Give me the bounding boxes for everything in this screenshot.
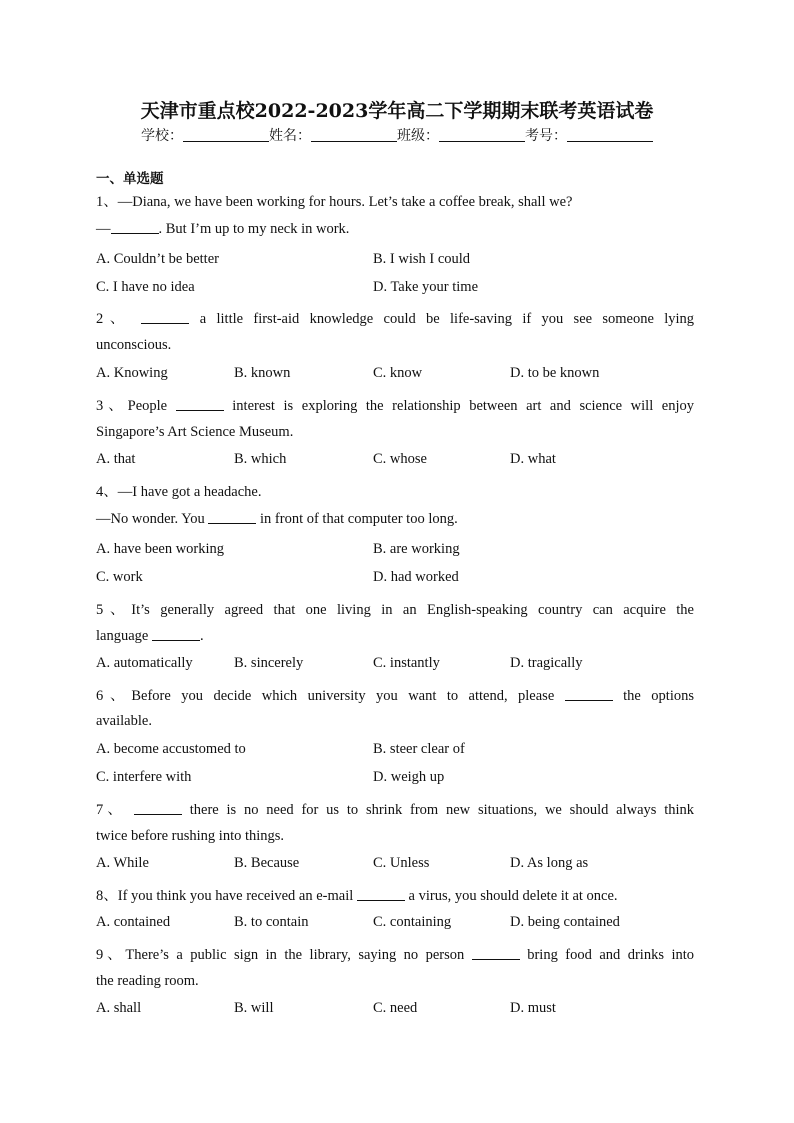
q7-blank <box>134 802 182 815</box>
question-1-line2 <box>96 221 694 238</box>
question-5-stem: 5、It’s generally agreed that one living in an English-speaking country can acquire the <box>96 602 694 618</box>
question-1-stem: 1、—Diana, we have been working for hours. Let’s take a coffee break, shall we? <box>96 194 573 210</box>
q4-text-pre: —No wonder. You <box>96 511 205 527</box>
q9-blank <box>472 947 520 960</box>
class-blank[interactable] <box>439 127 525 142</box>
q9-text-pre: 9、There’s a public sign in the library, saying no person <box>96 947 465 963</box>
q7-option-c[interactable]: C. Unless <box>373 855 430 871</box>
question-4-stem: 4、—I have got a headache. <box>96 484 262 500</box>
q6-option-a[interactable]: A. become accustomed to <box>96 741 246 757</box>
number-blank[interactable] <box>567 127 653 142</box>
school-blank[interactable] <box>183 127 269 142</box>
question-7-stem <box>96 798 694 819</box>
question-2-line2: unconscious. <box>96 337 172 353</box>
q8-option-c[interactable]: C. containing <box>373 914 452 930</box>
q3-option-d[interactable]: D. what <box>510 451 556 467</box>
q6-option-d[interactable]: D. weigh up <box>373 769 445 785</box>
student-info-line <box>0 125 794 145</box>
question-8-stem <box>96 884 694 905</box>
q6-option-b[interactable]: B. steer clear of <box>373 741 465 757</box>
question-5-line2 <box>96 628 694 645</box>
q9-option-d[interactable]: D. must <box>510 1000 556 1016</box>
school-label: 学校： <box>141 128 183 144</box>
number-label: 考号： <box>525 128 567 144</box>
q1-option-b[interactable]: B. I wish I could <box>373 251 471 267</box>
question-2-stem <box>96 307 694 328</box>
q5-text-pre: language <box>96 628 149 644</box>
q3-option-c[interactable]: C. whose <box>373 451 427 467</box>
q7-option-d[interactable]: D. As long as <box>510 855 589 871</box>
section-heading: 一、单选题 <box>96 171 164 187</box>
q4-blank <box>208 511 256 524</box>
q4-option-c[interactable]: C. work <box>96 569 143 585</box>
question-6-line2: available. <box>96 713 152 729</box>
question-3-stem <box>96 394 694 415</box>
q5-option-b[interactable]: B. sincerely <box>234 655 304 671</box>
q8-text-post: a virus, you should delete it at once. <box>408 888 618 904</box>
q2-option-a[interactable]: A. Knowing <box>96 365 168 381</box>
q1-option-c[interactable]: C. I have no idea <box>96 279 195 295</box>
q9-option-c[interactable]: C. need <box>373 1000 418 1016</box>
q9-option-b[interactable]: B. will <box>234 1000 274 1016</box>
q3-blank <box>176 398 224 411</box>
class-label: 班级： <box>397 128 439 144</box>
q4-option-b[interactable]: B. are working <box>373 541 460 557</box>
q5-option-a[interactable]: A. automatically <box>96 655 193 671</box>
q8-option-b[interactable]: B. to contain <box>234 914 309 930</box>
q1-dash: — <box>96 221 111 237</box>
q2-blank <box>141 311 189 324</box>
name-label: 姓名： <box>269 128 311 144</box>
q2-text: a little first-aid knowledge could be life-saving if you see someone lying <box>199 311 695 327</box>
q8-text-pre: 8、If you think you have received an e-mail <box>96 888 354 904</box>
q2-option-d[interactable]: D. to be known <box>510 365 600 381</box>
q5-option-d[interactable]: D. tragically <box>510 655 583 671</box>
q5-text-post: . <box>199 628 204 644</box>
q7-text: there is no need for us to shrink from new situations, we should always think <box>189 802 695 818</box>
q6-text-pre: 6、Before you decide which university you want to attend, please <box>96 688 555 704</box>
page-title: 天津市重点校2022-2023学年高二下学期期末联考英语试卷 <box>140 100 654 122</box>
q1-option-d[interactable]: D. Take your time <box>373 279 479 295</box>
q3-option-b[interactable]: B. which <box>234 451 287 467</box>
question-9-line2: the reading room. <box>96 973 199 989</box>
question-9-stem <box>96 943 694 964</box>
q6-blank <box>565 688 613 701</box>
q1-line2-text: . But I’m up to my neck in work. <box>158 221 350 237</box>
question-4-line2 <box>96 511 694 528</box>
q9-option-a[interactable]: A. shall <box>96 1000 142 1016</box>
name-blank[interactable] <box>311 127 397 142</box>
q7-option-a[interactable]: A. While <box>96 855 149 871</box>
q4-option-a[interactable]: A. have been working <box>96 541 225 557</box>
q7-number: 7、 <box>96 802 127 818</box>
q3-text-pre: 3、People <box>96 398 168 414</box>
q7-option-b[interactable]: B. Because <box>234 855 300 871</box>
q8-blank <box>357 888 405 901</box>
q2-option-c[interactable]: C. know <box>373 365 423 381</box>
q8-option-d[interactable]: D. being contained <box>510 914 620 930</box>
question-7-line2: twice before rushing into things. <box>96 828 285 844</box>
q3-option-a[interactable]: A. that <box>96 451 136 467</box>
q2-option-b[interactable]: B. known <box>234 365 291 381</box>
question-6-stem <box>96 684 694 705</box>
q1-blank <box>111 221 159 234</box>
q6-option-c[interactable]: C. interfere with <box>96 769 192 785</box>
q3-text-post: interest is exploring the relationship between art and science will enjoy <box>232 398 695 414</box>
q1-option-a[interactable]: A. Couldn’t be better <box>96 251 219 267</box>
q5-option-c[interactable]: C. instantly <box>373 655 440 671</box>
q4-option-d[interactable]: D. had worked <box>373 569 459 585</box>
q9-text-post: bring food and drinks into <box>527 947 695 963</box>
q8-option-a[interactable]: A. contained <box>96 914 171 930</box>
question-3-line2: Singapore’s Art Science Museum. <box>96 424 294 440</box>
q4-text-post: in front of that computer too long. <box>260 511 458 527</box>
q5-blank <box>152 628 200 641</box>
q2-number: 2、 <box>96 311 132 327</box>
q6-text-post: the options <box>623 688 694 704</box>
